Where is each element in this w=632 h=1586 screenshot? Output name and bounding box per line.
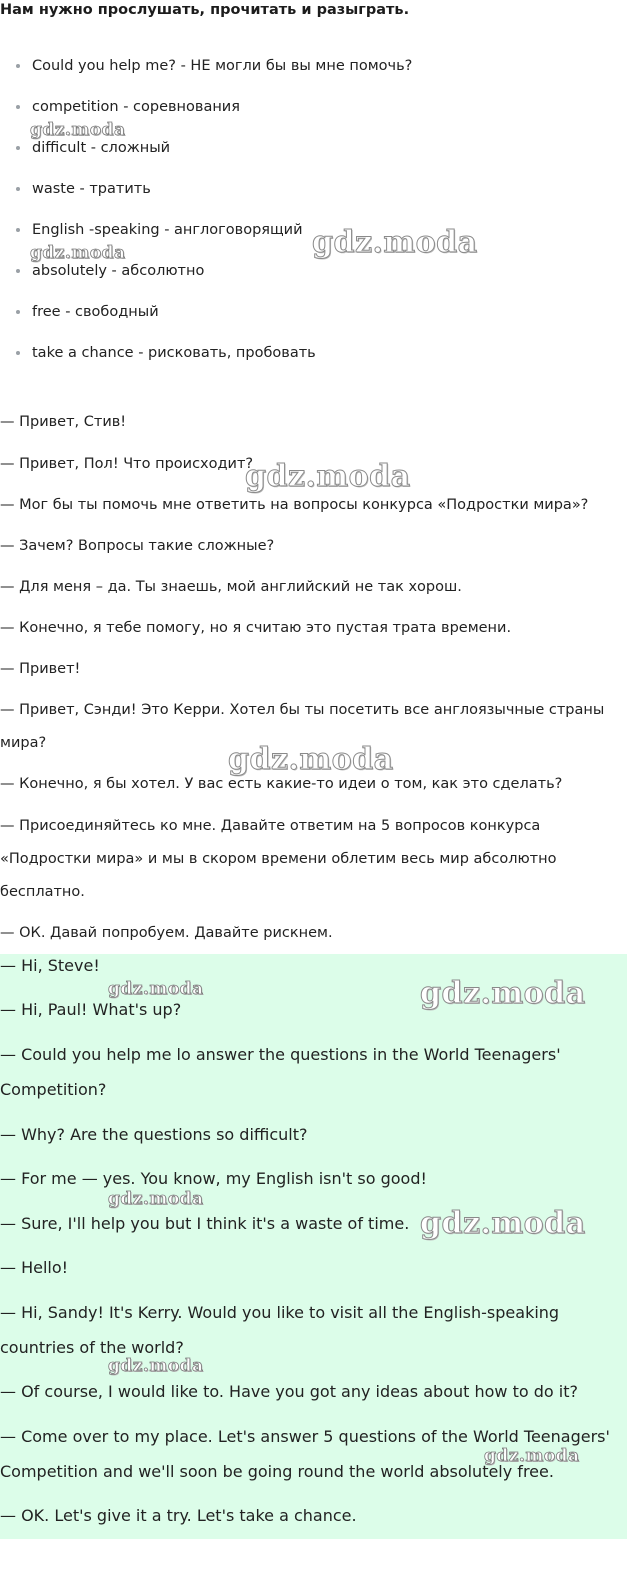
dialogue-line: — Hi, Paul! What's up? [0,1000,182,1019]
vocabulary-item: free - свободный [16,302,143,322]
dialogue-line: Competition? [0,1080,107,1099]
vocabulary-item: difficult - сложный [16,138,154,158]
dialogue-line: — Привет, Сэнди! Это Керри. Хотел бы ты посетить все англоязычные страны [0,702,605,718]
dialogue-line: — Of course, I would like to. Have you got any ideas about how to do it? [0,1382,578,1401]
bullet-icon [16,269,20,273]
vocabulary-item: waste - тратить [16,179,135,199]
vocabulary-item: take a chance - рисковать, пробовать [16,343,300,363]
dialogue-line: — Для меня – да. Ты знаешь, мой английский не так хорош. [0,579,462,595]
watermark-logo: gdz.moda [108,1356,204,1376]
watermark-logo: gdz.moda [108,1189,204,1209]
dialogue-line: — Hi, Steve! [0,956,100,975]
dialogue-line: — Could you help me lo answer the questions in the World Teenagers' [0,1045,561,1064]
vocabulary-item: absolutely - абсолютно [16,261,188,281]
dialogue-line: — Why? Are the questions so difficult? [0,1125,308,1144]
dialogue-line: мира? [0,735,47,751]
dialogue-line: — Привет! [0,661,81,677]
watermark-logo: gdz.moda [312,225,478,260]
dialogue-line: — Мог бы ты помочь мне ответить на вопросы конкурса «Подростки мира»? [0,497,589,513]
exercise-heading: Нам нужно прослушать, прочитать и разыграть. [0,2,410,18]
dialogue-line: «Подростки мира» и мы в скором времени облетим весь мир абсолютно [0,851,557,867]
dialogue-line: — Привет, Пол! Что происходит? [0,456,254,472]
bullet-icon [16,228,20,232]
dialogue-line: — For me — yes. You know, my English isn't so good! [0,1169,427,1188]
dialogue-line: — Присоединяйтесь ко мне. Давайте ответим на 5 вопросов конкурса [0,818,541,834]
dialogue-line: — ОК. Давай попробуем. Давайте рискнем. [0,925,333,941]
bullet-icon [16,146,20,150]
dialogue-line: — OK. Let's give it a try. Let's take a chance. [0,1506,357,1525]
watermark-logo: gdz.moda [484,1446,580,1466]
dialogue-line: — Зачем? Вопросы такие сложные? [0,538,275,554]
bullet-icon [16,310,20,314]
watermark-logo: gdz.moda [108,979,204,999]
dialogue-line: бесплатно. [0,884,85,900]
bullet-icon [16,64,20,68]
bullet-icon [16,351,20,355]
watermark-logo: gdz.moda [30,243,126,263]
watermark-logo: gdz.moda [245,459,411,494]
dialogue-line: countries of the world? [0,1338,184,1357]
vocabulary-item: Could you help me? - НЕ могли бы вы мне помочь? [16,56,396,76]
dialogue-line: — Hi, Sandy! It's Kerry. Would you like to visit all the English-speaking [0,1303,560,1322]
dialogue-line: — Sure, I'll help you but I think it's a waste of time. [0,1214,410,1233]
dialogue-line: — Конечно, я бы хотел. У вас есть какие-то идеи о том, как это сделать? [0,776,563,792]
dialogue-line: — Привет, Стив! [0,414,127,430]
watermark-logo: gdz.moda [420,1206,586,1241]
bullet-icon [16,105,20,109]
watermark-logo: gdz.moda [228,742,394,777]
dialogue-line: — Come over to my place. Let's answer 5 questions of the World Teenagers' [0,1427,610,1446]
bullet-icon [16,187,20,191]
watermark-logo: gdz.moda [420,976,586,1011]
dialogue-line: — Конечно, я тебе помогу, но я считаю это пустая трата времени. [0,620,512,636]
vocabulary-item: English -speaking - англоговорящий [16,220,287,240]
vocabulary-item: competition - соревнования [16,97,224,117]
dialogue-line: — Hello! [0,1258,69,1277]
dialogue-line: Competition and we'll soon be going round the world absolutely free. [0,1462,554,1481]
watermark-logo: gdz.moda [30,120,126,140]
english-dialogue [0,954,627,1539]
